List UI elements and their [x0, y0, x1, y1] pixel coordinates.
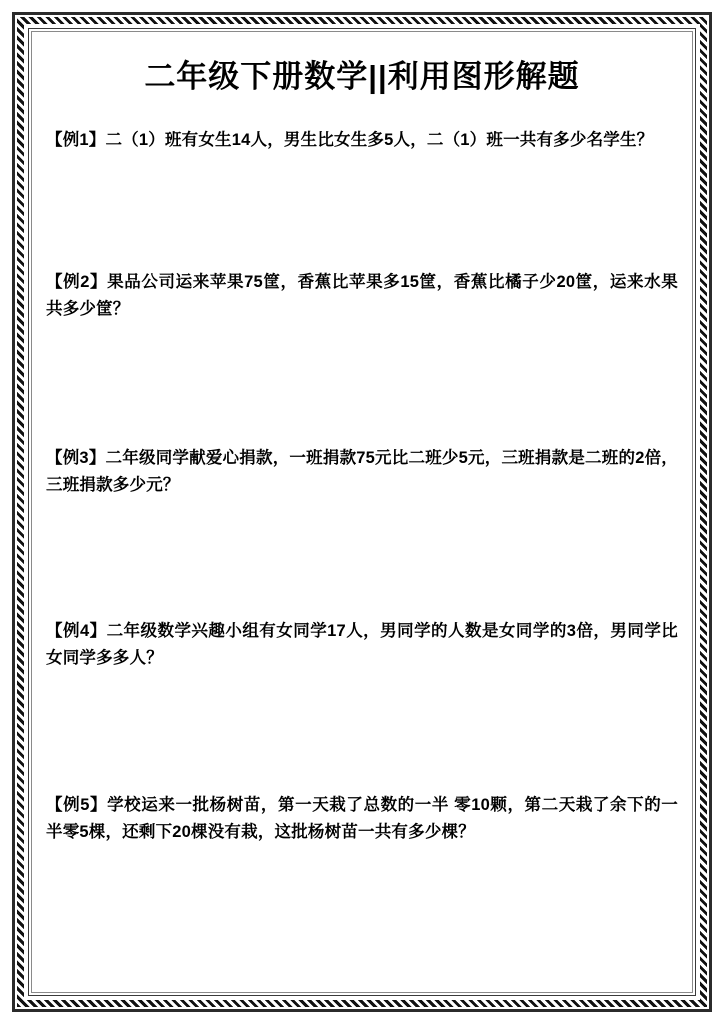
problem-label: 【例5】	[46, 795, 108, 814]
problem-text: 果品公司运来苹果75筐，香蕉比苹果多15筐，香蕉比橘子少20筐，运来水果共多少筐？	[46, 273, 678, 319]
problem-item	[46, 792, 678, 845]
problem-label: 【例4】	[46, 622, 107, 641]
problem-label: 【例3】	[46, 448, 106, 467]
problem-text: 二（1）班有女生14人，男生比女生多5人，二（1）班一共有多少名学生？	[105, 130, 654, 149]
problem-item	[46, 445, 678, 498]
problem-label: 【例1】	[46, 130, 106, 149]
problem-item	[46, 127, 678, 154]
problem-item	[46, 269, 678, 322]
problem-item	[46, 618, 678, 671]
problem-text: 学校运来一批杨树苗，第一天栽了总数的一半 零10颗，第二天栽了余下的一半零5棵，还剩下20棵没有栽，这批杨树苗一共有多少棵？	[46, 795, 679, 841]
page-title: 二年级下册数学||利用图形解题	[144, 59, 580, 94]
document-content	[40, 40, 684, 984]
problem-text: 二年级数学兴趣小组有女同学17人，男同学的人数是女同学的3倍，男同学比女同学多多人？	[46, 622, 678, 668]
problem-text: 二年级同学献爱心捐款，一班捐款75元比二班少5元，三班捐款是二班的2倍，三班捐款多少元？	[46, 448, 678, 494]
problem-label: 【例2】	[46, 273, 108, 292]
